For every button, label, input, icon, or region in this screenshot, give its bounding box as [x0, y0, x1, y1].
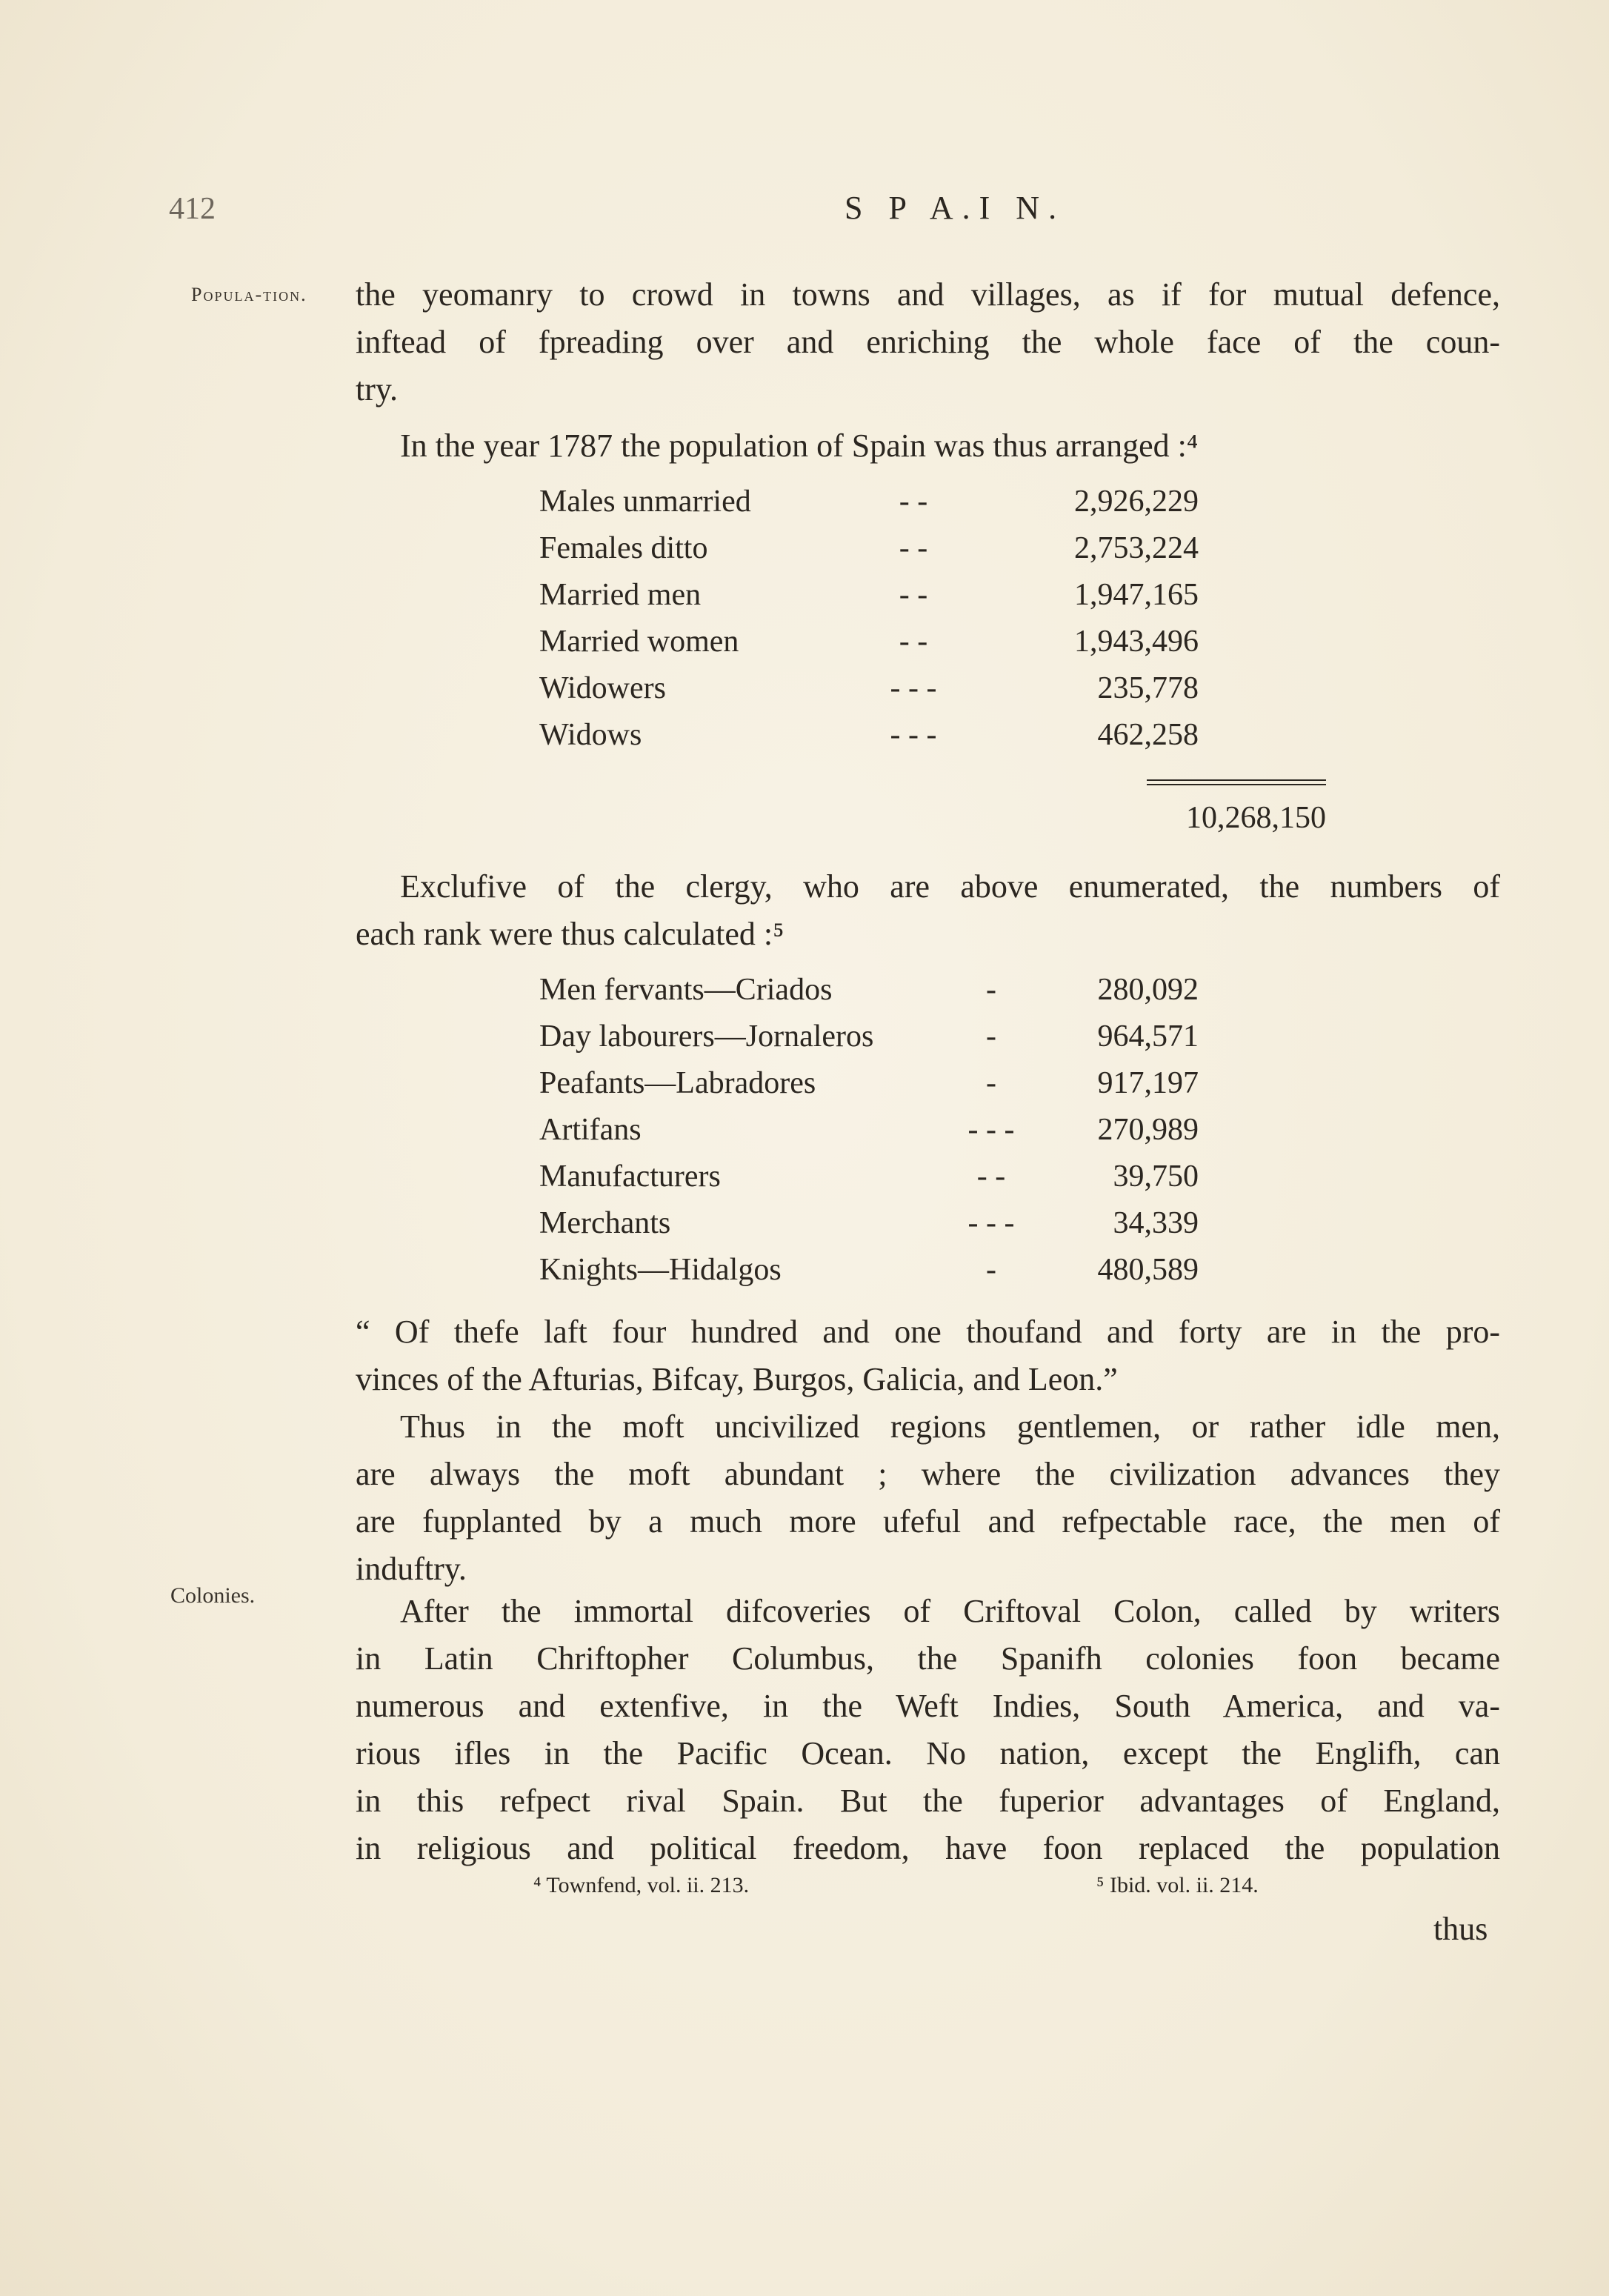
- row-label: Widowers: [539, 671, 666, 705]
- row-label: Married men: [539, 577, 702, 612]
- table-row: [539, 525, 1199, 571]
- row-value: 964,571: [1097, 1019, 1199, 1054]
- row-label: Males unmarried: [539, 484, 751, 519]
- table-row: [539, 1199, 1199, 1246]
- ranks-table: [539, 966, 1199, 1293]
- paragraph-population-intro: [356, 422, 1500, 470]
- row-dashes: - - -: [890, 671, 937, 705]
- row-dashes: - -: [899, 530, 928, 565]
- paragraph-gentlemen: [356, 1403, 1500, 1593]
- catchword: thus: [1433, 1911, 1488, 1947]
- text-line: the yeomanry to crowd in towns and villages, as if for mutual defence,: [356, 276, 1500, 313]
- row-dashes: -: [986, 1019, 996, 1054]
- row-label: Merchants: [539, 1205, 671, 1240]
- text-line: in this refpect rival Spain. But the fuperior advantages of England,: [356, 1783, 1500, 1819]
- row-value: 235,778: [1097, 671, 1199, 705]
- row-dashes: -: [986, 1252, 996, 1287]
- row-value: 280,092: [1097, 972, 1199, 1007]
- row-value: 462,258: [1097, 717, 1199, 752]
- text-line: numerous and extenfive, in the Weft Indies, South America, and va-: [356, 1688, 1500, 1724]
- row-value: 1,943,496: [1074, 624, 1199, 659]
- table-row: [539, 618, 1199, 665]
- table-row: [539, 1106, 1199, 1153]
- margin-note-population: Popula-tion.: [191, 284, 307, 305]
- table-row: [539, 571, 1199, 618]
- population-total: 10,268,150: [1186, 801, 1326, 835]
- population-table: [539, 478, 1199, 758]
- text-line: Thus in the moft uncivilized regions gentlemen, or rather idle men,: [400, 1408, 1500, 1445]
- row-label: Day labourers—Jornaleros: [539, 1019, 874, 1054]
- row-label: Married women: [539, 624, 739, 659]
- row-dashes: - -: [899, 484, 928, 519]
- row-label: Widows: [539, 717, 642, 752]
- table-row: [539, 1153, 1199, 1199]
- table-row: [539, 478, 1199, 525]
- text-line: In the year 1787 the population of Spain was thus arranged :⁴: [400, 427, 1199, 464]
- page-number: 412: [169, 192, 216, 226]
- paragraph-continuation: [356, 271, 1500, 413]
- text-line: each rank were thus calculated :⁵: [356, 916, 784, 952]
- row-dashes: - -: [899, 577, 928, 612]
- text-line: Exclufive of the clergy, who are above enumerated, the numbers of: [400, 868, 1500, 905]
- text-line: are always the moft abundant ; where the civilization advances they: [356, 1456, 1500, 1492]
- row-value: 480,589: [1097, 1252, 1199, 1287]
- text-line: in religious and political freedom, have foon replaced the population: [356, 1830, 1500, 1866]
- paragraph-quotation: [356, 1308, 1500, 1403]
- row-label: Men fervants—Criados: [539, 972, 833, 1007]
- text-line: induftry.: [356, 1551, 467, 1587]
- text-line: rious ifles in the Pacific Ocean. No nation, except the Englifh, can: [356, 1735, 1500, 1771]
- row-dashes: - - -: [967, 1112, 1015, 1147]
- row-label: Peafants—Labradores: [539, 1065, 816, 1100]
- row-label: Females ditto: [539, 530, 708, 565]
- table-row: [539, 711, 1199, 758]
- footnote-4: ⁴ Townfend, vol. ii. 213.: [533, 1873, 750, 1897]
- table-row: [539, 966, 1199, 1013]
- row-dashes: -: [986, 972, 996, 1007]
- row-value: 270,989: [1097, 1112, 1199, 1147]
- row-value: 39,750: [1113, 1159, 1199, 1194]
- row-value: 2,753,224: [1074, 530, 1199, 565]
- row-dashes: - -: [899, 624, 928, 659]
- text-line: are fupplanted by a much more ufeful and refpectable race, the men of: [356, 1503, 1500, 1540]
- row-dashes: - -: [976, 1159, 1006, 1194]
- text-line: inftead of fpreading over and enriching the whole face of the coun-: [356, 324, 1500, 360]
- row-value: 917,197: [1097, 1065, 1199, 1100]
- paragraph-ranks-intro: [356, 863, 1500, 958]
- text-line: in Latin Chriftopher Columbus, the Spanifh colonies foon became: [356, 1640, 1500, 1677]
- row-dashes: - - -: [967, 1205, 1015, 1240]
- text-line: try.: [356, 371, 399, 407]
- row-label: Manufacturers: [539, 1159, 721, 1194]
- table-row: [539, 1013, 1199, 1059]
- table-row: [539, 665, 1199, 711]
- row-label: Artifans: [539, 1112, 642, 1147]
- text-line: After the immortal difcoveries of Criftoval Colon, called by writers: [400, 1593, 1500, 1629]
- table-row: [539, 1246, 1199, 1293]
- row-label: Knights—Hidalgos: [539, 1252, 782, 1287]
- row-value: 34,339: [1113, 1205, 1199, 1240]
- row-dashes: -: [986, 1065, 996, 1100]
- footnote-5: ⁵ Ibid. vol. ii. 214.: [1096, 1873, 1259, 1897]
- row-value: 1,947,165: [1074, 577, 1199, 612]
- total-rule: [1147, 779, 1326, 785]
- text-line: vinces of the Afturias, Bifcay, Burgos, Galicia, and Leon.”: [356, 1361, 1118, 1397]
- text-line: “ Of thefe laft four hundred and one thoufand and forty are in the pro-: [356, 1314, 1500, 1350]
- table-row: [539, 1059, 1199, 1106]
- row-value: 2,926,229: [1074, 484, 1199, 519]
- row-dashes: - - -: [890, 717, 937, 752]
- running-title: S P A.I N.: [845, 190, 1066, 226]
- paragraph-colonies: [356, 1588, 1500, 1872]
- margin-note-colonies: Colonies.: [170, 1583, 256, 1608]
